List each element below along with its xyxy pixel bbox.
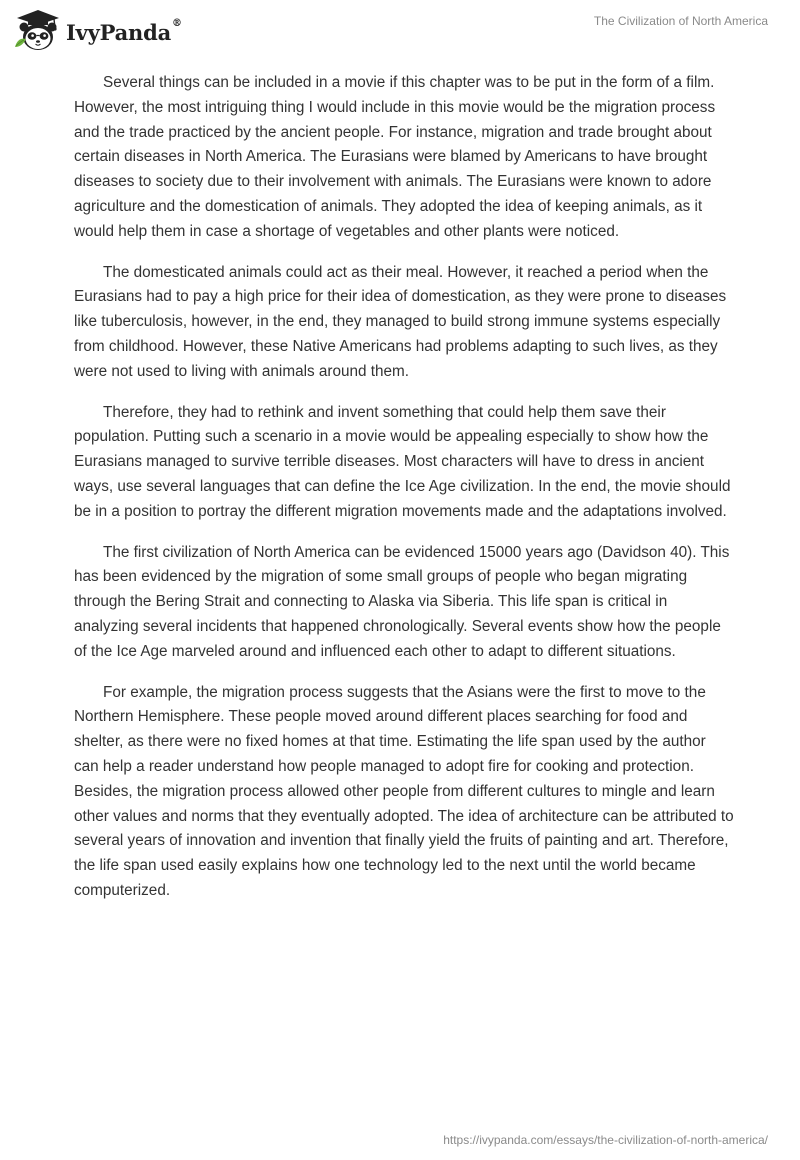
- essay-body: [74, 71, 734, 920]
- source-url-link[interactable]: https://ivypanda.com/essays/the-civilization-of-north-america/: [443, 1133, 768, 1147]
- page-header: [0, 0, 800, 60]
- paragraph: The first civilization of North America can be evidenced 15000 years ago (Davidson 40). This has been evidenced by the migration of some small groups of people who began migrating through the Bering Strait and connecting to Alaska via Siberia. This life span is critical in analyzing several incidents that happened chronologically. Several events show how the people of the Ice Age marveled around and influenced each other to adapt to different situations.: [74, 543, 730, 660]
- brand-name: IvyPanda®: [66, 17, 182, 45]
- brand-logo[interactable]: [14, 8, 182, 54]
- paragraph: For example, the migration process suggests that the Asians were the first to move to the Northern Hemisphere. These people moved around different places searching for food and shelter, as there were no fixed homes at that time. Estimating the life span used by the author can help a reader understand how people managed to adopt fire for cooking and protection. Besides, the migration process allowed other people from different cultures to mingle and learn other values and norms that they eventually adopted. The idea of architecture can be attributed to several years of innovation and invention that finally yield the fruits of painting and art. Therefore, the life span used easily explains how one technology led to the next until the world became computerized.: [74, 683, 734, 899]
- paragraph: Therefore, they had to rethink and invent something that could help them save their population. Putting such a scenario in a movie would be appealing especially to show how the Eurasians managed to survive terrible diseases. Most characters will have to dress in ancient ways, use several languages that can define the Ice Age civilization. In the end, the movie should be in a position to portray the different migration movements made and the adaptations involved.: [74, 403, 731, 520]
- paragraph: The domesticated animals could act as their meal. However, it reached a period when the Eurasians had to pay a high price for their idea of domestication, as they were prone to diseases like tuberculosis, however, in the end, they managed to build strong immune systems especially from childhood. However, these Native Americans had problems adapting to such lives, as they were not used to living with animals around them.: [74, 263, 727, 380]
- document-title: The Civilization of North America: [593, 14, 768, 28]
- panda-mascot-icon: [14, 9, 62, 53]
- registered-mark: ®: [172, 17, 182, 29]
- paragraph: Several things can be included in a movie if this chapter was to be put in the form of a film. However, the most intriguing thing I would include in this movie would be the migration process and the trade practiced by the ancient people. For instance, migration and trade brought about certain diseases in North America. The Eurasians were blamed by Americans to have brought diseases to society due to their involvement with animals. The Eurasians were known to adore agriculture and the domestication of animals. They adopted the idea of keeping animals, as it would help them in case a shortage of vegetables and other plants were noticed.: [74, 74, 716, 240]
